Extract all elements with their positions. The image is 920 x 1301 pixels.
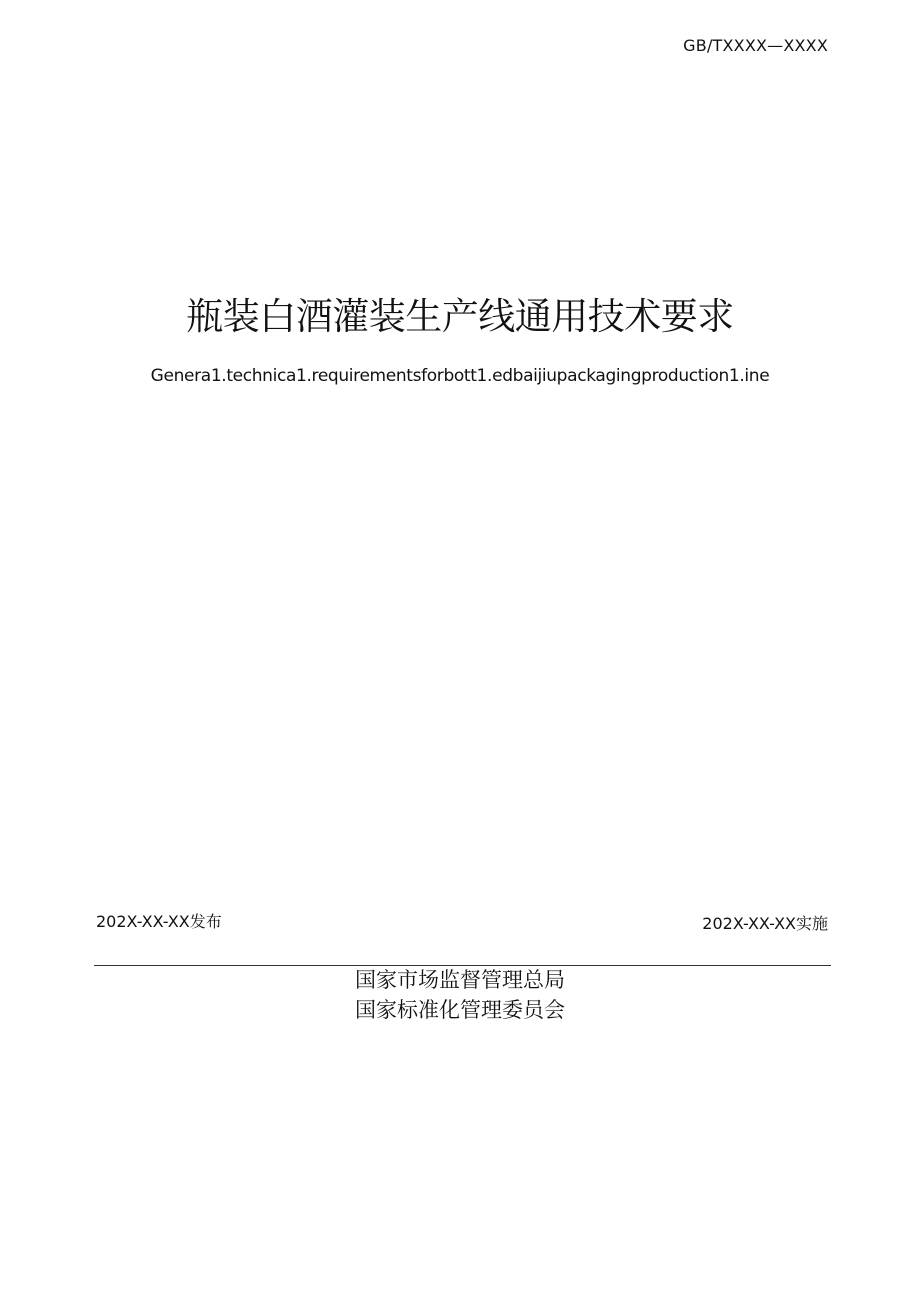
document-title-english: Genera1.technica1.requirementsforbott1.edbaijiupackagingproduction1.ine <box>150 366 770 386</box>
issuer-market-regulation: 国家市场监督管理总局 <box>355 968 565 992</box>
implementation-date: 202X-XX-XX实施 <box>702 914 828 933</box>
issuer-standardization-committee: 国家标准化管理委员会 <box>355 998 565 1022</box>
issue-date: 202X-XX-XX发布 <box>96 912 222 931</box>
issuing-authorities <box>0 965 920 1025</box>
standard-number: GB/TXXXX—XXXX <box>683 36 828 55</box>
document-title-chinese: 瓶装白酒灌装生产线通用技术要求 <box>186 295 734 338</box>
